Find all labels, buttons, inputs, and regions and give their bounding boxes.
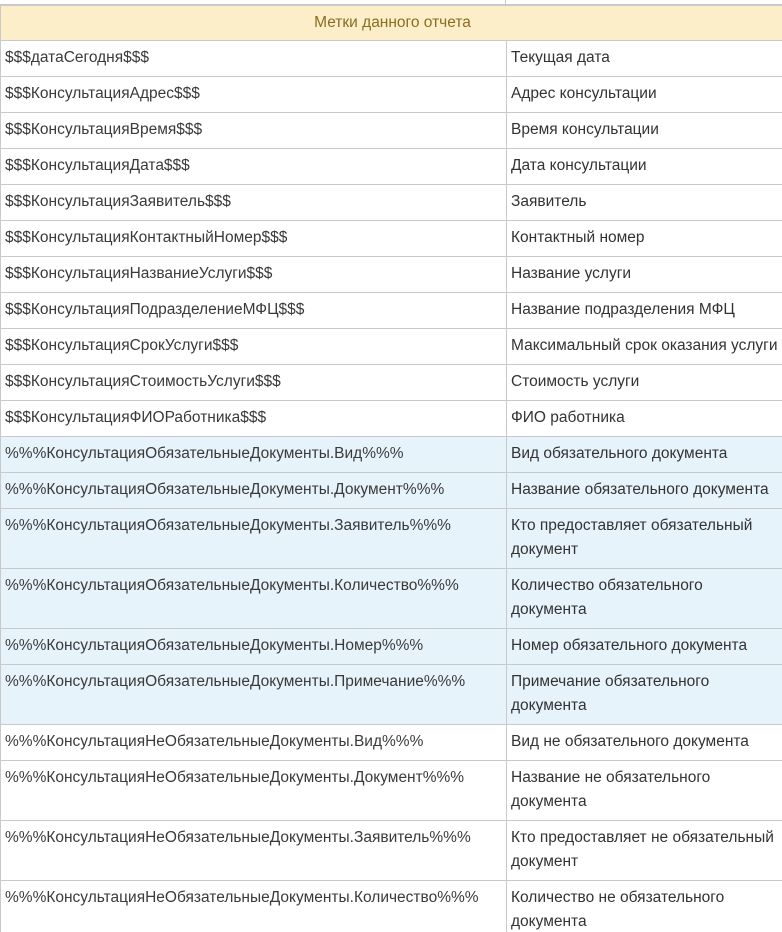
label-code: $$$КонсультацияВремя$$$ (1, 113, 507, 149)
label-code: %%%КонсультацияОбязательныеДокументы.Вид%%% (1, 437, 507, 473)
label-code: $$$КонсультацияДата$$$ (1, 149, 507, 185)
table-body (1, 41, 782, 932)
label-code: %%%КонсультацияОбязательныеДокументы.Заявитель%%% (1, 509, 507, 569)
label-code: $$$КонсультацияФИОРаботника$$$ (1, 401, 507, 437)
label-code: $$$датаСегодня$$$ (1, 41, 507, 77)
label-code: %%%КонсультацияОбязательныеДокументы.Количество%%% (1, 569, 507, 629)
table-row (1, 725, 782, 761)
table-row (1, 293, 782, 329)
label-code: $$$КонсультацияКонтактныйНомер$$$ (1, 221, 507, 257)
label-description: Контактный номер (507, 221, 782, 257)
label-description: Заявитель (507, 185, 782, 221)
label-code: $$$КонсультацияСрокУслуги$$$ (1, 329, 507, 365)
label-description: Текущая дата (507, 41, 782, 77)
label-code: %%%КонсультацияОбязательныеДокументы.Номер%%% (1, 629, 507, 665)
table-row (1, 149, 782, 185)
label-description: Стоимость услуги (507, 365, 782, 401)
label-description: Название не обязательного документа (507, 761, 782, 821)
label-code: %%%КонсультацияНеОбязательныеДокументы.Количество%%% (1, 881, 507, 932)
label-description: Примечание обязательного документа (507, 665, 782, 725)
label-description: ФИО работника (507, 401, 782, 437)
label-description: Вид обязательного документа (507, 437, 782, 473)
table-row (1, 881, 782, 932)
label-code: %%%КонсультацияОбязательныеДокументы.Примечание%%% (1, 665, 507, 725)
table-row (1, 77, 782, 113)
table-row (1, 365, 782, 401)
table-row (1, 473, 782, 509)
label-code: $$$КонсультацияАдрес$$$ (1, 77, 507, 113)
table-row (1, 113, 782, 149)
table-row (1, 821, 782, 881)
label-description: Максимальный срок оказания услуги (507, 329, 782, 365)
table-row (1, 437, 782, 473)
table-row (1, 185, 782, 221)
label-description: Время консультации (507, 113, 782, 149)
label-description: Название услуги (507, 257, 782, 293)
table-title: Метки данного отчета (1, 6, 782, 41)
label-code: %%%КонсультацияНеОбязательныеДокументы.Вид%%% (1, 725, 507, 761)
label-description: Адрес консультации (507, 77, 782, 113)
table-row (1, 41, 782, 77)
table-row (1, 221, 782, 257)
label-description: Количество не обязательного документа (507, 881, 782, 932)
label-code: %%%КонсультацияОбязательныеДокументы.Документ%%% (1, 473, 507, 509)
table-row (1, 509, 782, 569)
label-code: $$$КонсультацияПодразделениеМФЦ$$$ (1, 293, 507, 329)
label-code: %%%КонсультацияНеОбязательныеДокументы.Документ%%% (1, 761, 507, 821)
label-description: Кто предоставляет не обязательный документ (507, 821, 782, 881)
label-code: %%%КонсультацияНеОбязательныеДокументы.Заявитель%%% (1, 821, 507, 881)
label-description: Название обязательного документа (507, 473, 782, 509)
table-row (1, 569, 782, 629)
table-row (1, 629, 782, 665)
label-description: Вид не обязательного документа (507, 725, 782, 761)
label-description: Номер обязательного документа (507, 629, 782, 665)
label-description: Кто предоставляет обязательный документ (507, 509, 782, 569)
label-description: Количество обязательного документа (507, 569, 782, 629)
label-description: Дата консультации (507, 149, 782, 185)
label-code: $$$КонсультацияЗаявитель$$$ (1, 185, 507, 221)
report-labels-table (0, 5, 782, 932)
table-row (1, 761, 782, 821)
table-row (1, 665, 782, 725)
table-row (1, 257, 782, 293)
label-code: $$$КонсультацияНазваниеУслуги$$$ (1, 257, 507, 293)
table-header-row (1, 6, 782, 41)
label-code: $$$КонсультацияСтоимостьУслуги$$$ (1, 365, 507, 401)
table-row (1, 329, 782, 365)
label-description: Название подразделения МФЦ (507, 293, 782, 329)
table-row (1, 401, 782, 437)
